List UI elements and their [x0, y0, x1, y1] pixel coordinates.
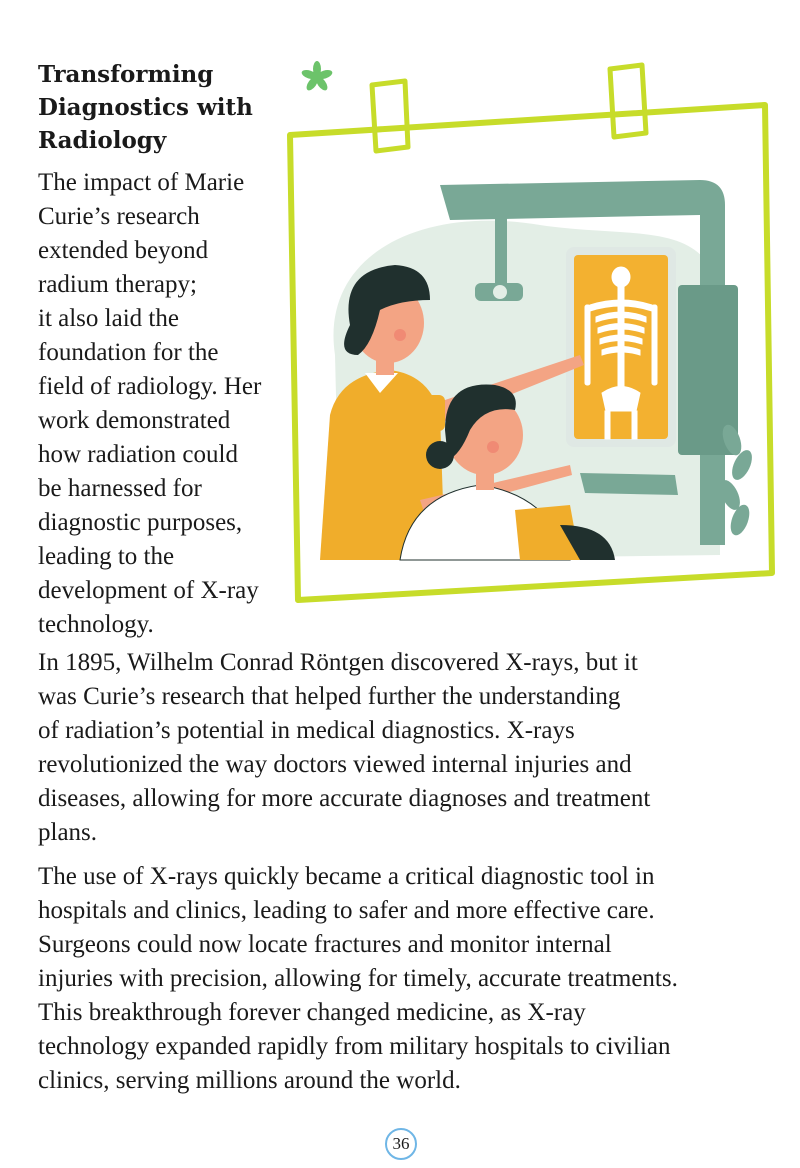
text-line: hospitals and clinics, leading to safer and more effective care.	[38, 897, 655, 924]
tape-left	[372, 81, 408, 151]
page-number: 36	[385, 1128, 417, 1160]
intro-paragraph	[38, 166, 288, 642]
text-line: work demonstrated	[38, 407, 231, 434]
xray-machine-knob	[493, 285, 507, 299]
tape-right	[610, 65, 646, 137]
text-line: technology.	[38, 611, 154, 638]
text-line: field of radiology. Her	[38, 373, 262, 400]
text-line: clinics, serving millions around the world.	[38, 1067, 461, 1094]
text-line: extended beyond	[38, 237, 209, 264]
history-paragraph	[38, 646, 768, 850]
text-line: plans.	[38, 819, 98, 846]
text-line: injuries with precision, allowing for timely, accurate treatments.	[38, 965, 678, 992]
text-line: This breakthrough forever changed medicine, as X-ray	[38, 999, 586, 1026]
section-heading	[38, 58, 278, 157]
heading-line: Transforming	[38, 61, 214, 88]
asterisk-icon	[301, 61, 334, 92]
heading-line: Radiology	[38, 127, 167, 154]
text-line: In 1895, Wilhelm Conrad Röntgen discovered X-rays, but it	[38, 649, 638, 676]
text-line: diseases, allowing for more accurate diagnoses and treatment	[38, 785, 651, 812]
text-line: leading to the	[38, 543, 175, 570]
text-line: Curie’s research	[38, 203, 200, 230]
impact-paragraph	[38, 860, 768, 1098]
text-line: was Curie’s research that helped further the understanding	[38, 683, 621, 710]
heading-line: Diagnostics with	[38, 94, 253, 121]
xray-tray	[580, 473, 678, 495]
text-line: revolutionized the way doctors viewed internal injuries and	[38, 751, 632, 778]
text-line: The use of X-rays quickly became a critical diagnostic tool in	[38, 863, 655, 890]
text-line: it also laid the	[38, 305, 179, 332]
radiology-illustration	[280, 55, 780, 605]
text-line: Surgeons could now locate fractures and monitor internal	[38, 931, 612, 958]
text-line: The impact of Marie	[38, 169, 245, 196]
text-line: foundation for the	[38, 339, 219, 366]
text-line: of radiation’s potential in medical diagnostics. X-rays	[38, 717, 575, 744]
text-line: radium therapy;	[38, 271, 197, 298]
text-line: development of X-ray	[38, 577, 259, 604]
text-line: be harnessed for	[38, 475, 202, 502]
text-line: technology expanded rapidly from military hospitals to civilian	[38, 1033, 671, 1060]
xray-machine-rod	[495, 215, 507, 285]
text-line: diagnostic purposes,	[38, 509, 243, 536]
text-line: how radiation could	[38, 441, 238, 468]
